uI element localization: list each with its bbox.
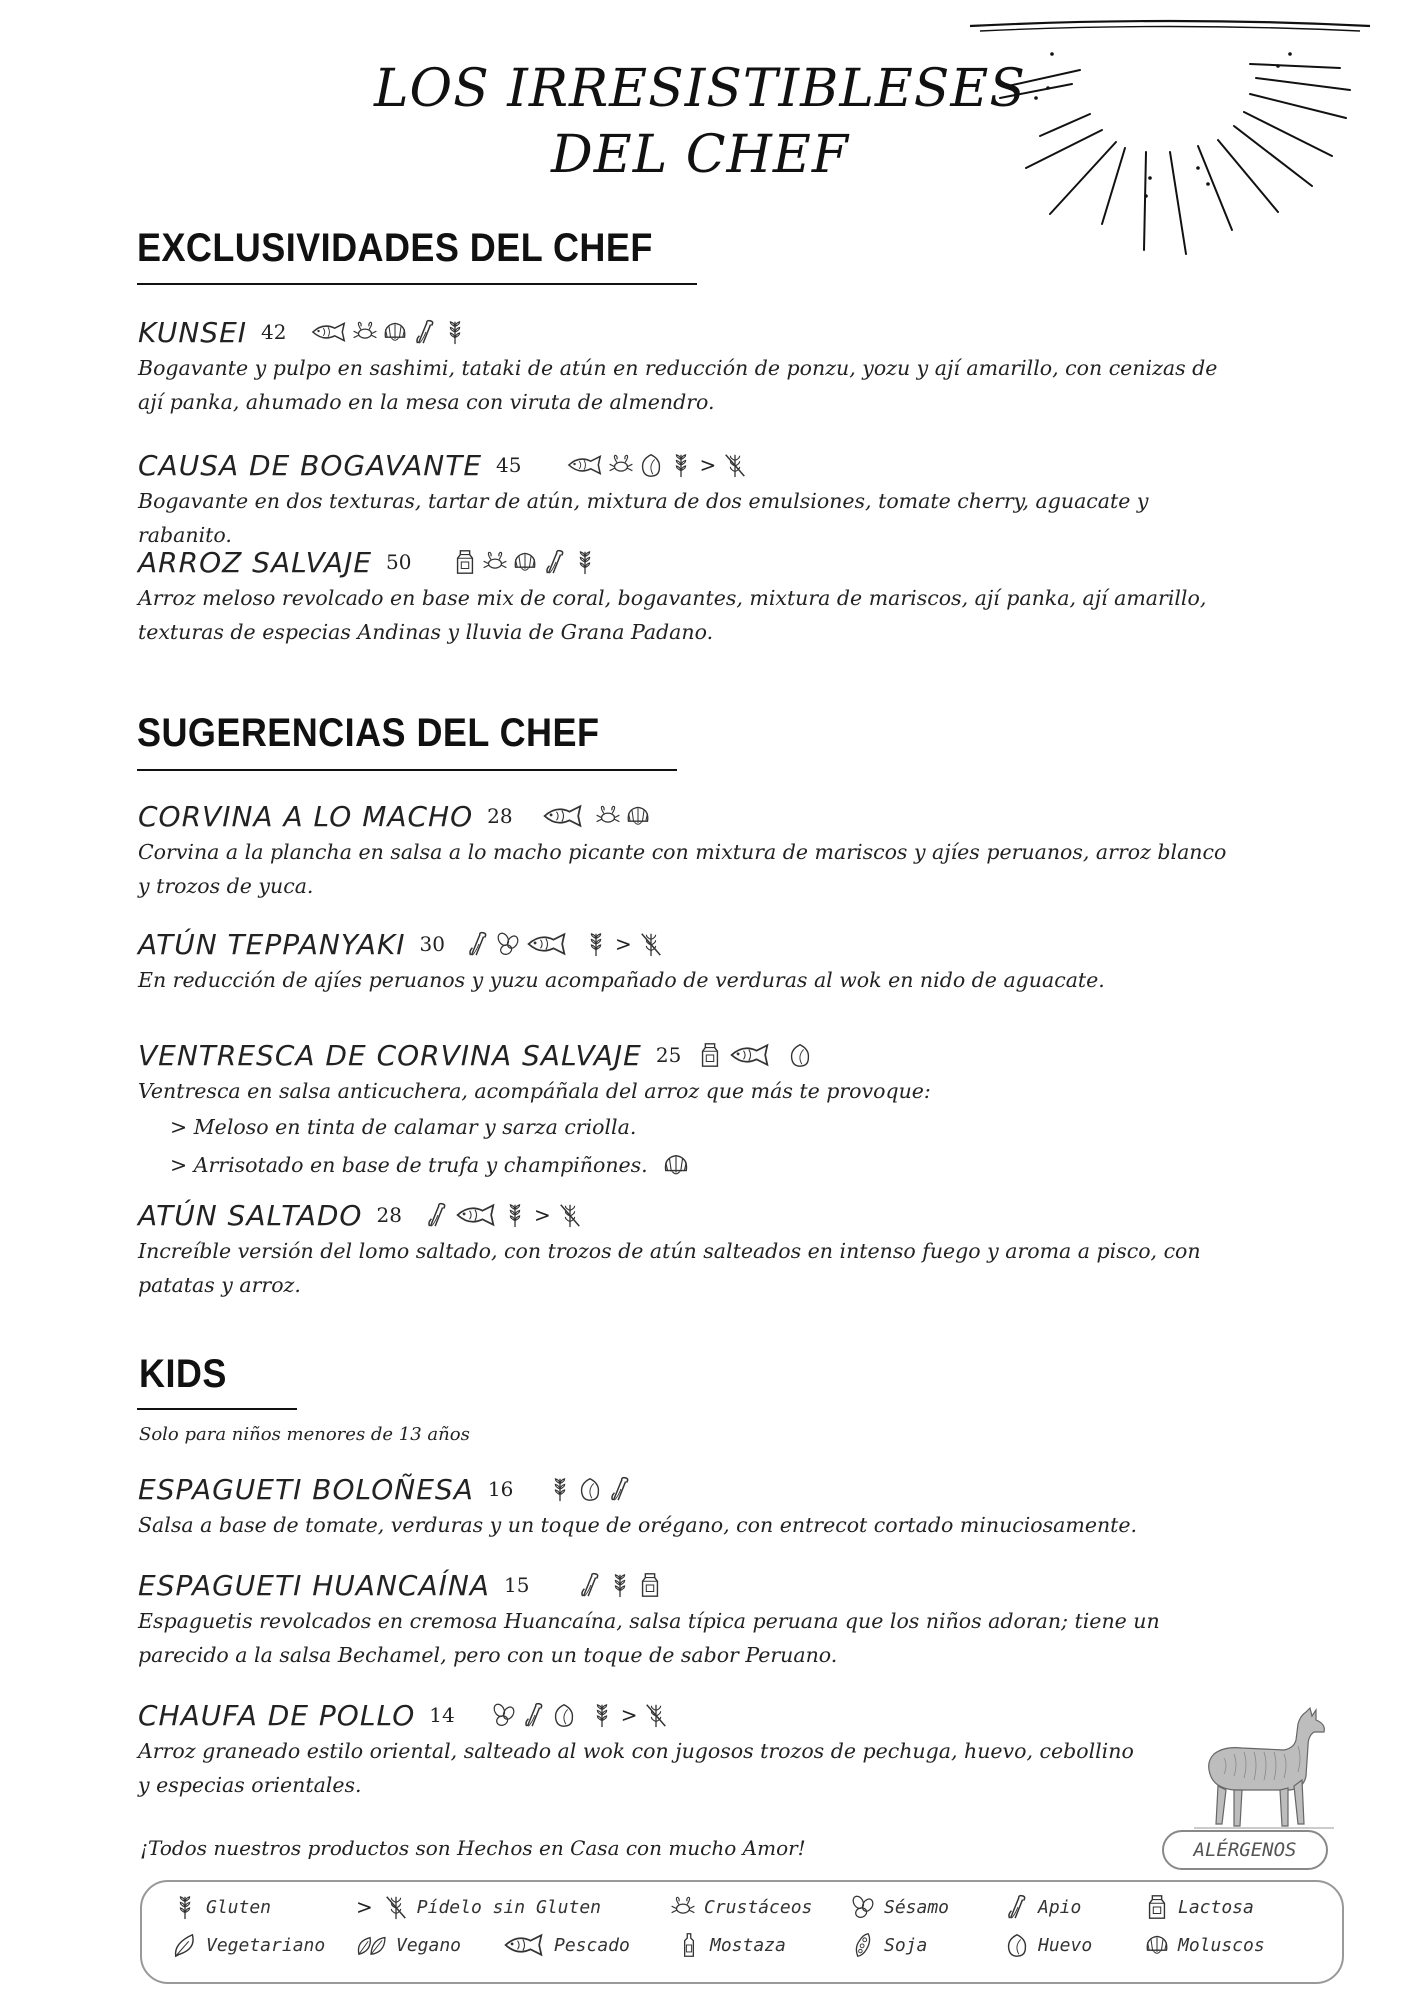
gluten-free-marker: > — [533, 1203, 551, 1227]
shell-icon — [512, 549, 538, 575]
shell-icon — [625, 803, 651, 829]
allergen-legend — [140, 1880, 1344, 1984]
legend-label: Vegano — [396, 1934, 462, 1956]
kids-age-note: Solo para niños menores de 13 años — [139, 1424, 470, 1445]
legend-label: Pescado — [554, 1934, 630, 1956]
dish-atun-saltado — [138, 1196, 1228, 1302]
legend-item-gluten — [172, 1894, 271, 1920]
crab-icon — [352, 319, 378, 345]
dish-name: CAUSA DE BOGAVANTE — [138, 448, 483, 482]
wheat-icon — [589, 1702, 615, 1728]
fish-icon — [566, 452, 604, 478]
legend-label: Crustáceos — [704, 1896, 813, 1918]
legend-item-vegan — [354, 1932, 461, 1958]
fish-icon — [727, 1042, 773, 1068]
dish-description: Salsa a base de tomate, verduras y un toque de orégano, con entrecot cortado minuciosamente. — [138, 1513, 1138, 1537]
legend-item-celery — [1004, 1894, 1081, 1920]
wheat-crossed-icon — [383, 1894, 409, 1920]
dish-price: 25 — [655, 1043, 682, 1067]
milk-icon — [697, 1042, 723, 1068]
dish-name: ATÚN SALTADO — [138, 1198, 363, 1232]
legend-label: Soja — [884, 1934, 928, 1956]
title-line-2: DEL CHEF — [551, 125, 849, 185]
egg-icon — [551, 1702, 577, 1728]
footer-tagline: ¡Todos nuestros productos son Hechos en Casa con mucho Amor! — [140, 1836, 806, 1860]
dish-description: Ventresca en salsa anticuchera, acompáñala del arroz que más te provoque: — [138, 1079, 931, 1103]
dish-description: Corvina a la plancha en salsa a lo macho picante con mixtura de mariscos y ajíes peruanos, arroz blanco y trozos de yuca. — [138, 840, 1227, 898]
shell-icon — [1144, 1932, 1170, 1958]
celery-icon — [607, 1476, 633, 1502]
allergen-icons — [697, 1042, 813, 1068]
celery-icon — [577, 1572, 603, 1598]
shell-icon — [382, 319, 408, 345]
legend-label: Apio — [1038, 1896, 1082, 1918]
legend-item-mustard — [676, 1932, 786, 1958]
celery-icon — [521, 1702, 547, 1728]
gluten-free-marker: > — [356, 1895, 373, 1919]
crab-icon — [595, 803, 621, 829]
dish-causa-de-bogavante — [138, 446, 1228, 552]
dish-name: ARROZ SALVAJE — [138, 545, 373, 579]
dish-description: Espaguetis revolcados en cremosa Huancaína, salsa típica peruana que los niños adoran; tiene un parecido a la salsa Bechamel, pero con un toque de sabor Peruano. — [138, 1609, 1160, 1667]
allergen-icons — [491, 1702, 670, 1728]
section-divider — [137, 283, 697, 285]
dish-price: 42 — [261, 320, 287, 344]
legend-item-vegetarian — [172, 1932, 325, 1958]
crab-icon — [608, 452, 634, 478]
dish-name: ESPAGUETI HUANCAÍNA — [138, 1568, 490, 1602]
fish-icon — [541, 803, 585, 829]
dish-espagueti-bolonesa — [138, 1470, 1228, 1542]
egg-icon — [787, 1042, 813, 1068]
legend-label: Pídelo sin Gluten — [416, 1896, 601, 1918]
legend-item-sesame — [850, 1894, 949, 1920]
fish-icon — [525, 931, 569, 957]
leaves-icon — [354, 1932, 388, 1958]
section-title-suggestions: SUGERENCIAS DEL CHEF — [137, 711, 600, 755]
dish-description: Bogavante y pulpo en sashimi, tataki de atún en reducción de ponzu, yozu y ají amarillo, con cenizas de ají panka, ahumado en la mesa con viruta de almendro. — [138, 356, 1218, 414]
wheat-icon — [172, 1894, 198, 1920]
milk-icon — [1144, 1894, 1170, 1920]
legend-label: Vegetariano — [206, 1934, 326, 1956]
section-divider — [137, 1408, 297, 1410]
dish-espagueti-huancaina — [138, 1566, 1228, 1672]
legend-label: Moluscos — [1178, 1934, 1265, 1956]
milk-icon — [452, 549, 478, 575]
gluten-free-marker: > — [699, 453, 717, 477]
wheat-crossed-icon — [722, 452, 748, 478]
wheat-icon — [583, 931, 609, 957]
dish-name: KUNSEI — [138, 315, 248, 349]
mustard-icon — [676, 1932, 702, 1958]
leaf-icon — [172, 1932, 198, 1958]
legend-label: Mostaza — [710, 1934, 786, 1956]
dish-option-row — [138, 1146, 1228, 1184]
wheat-icon — [502, 1202, 528, 1228]
fish-icon — [502, 1932, 546, 1958]
section-title-kids: KIDS — [139, 1352, 227, 1396]
section-title-exclusive: EXCLUSIVIDADES DEL CHEF — [137, 226, 653, 270]
dish-name: ATÚN TEPPANYAKI — [138, 927, 406, 961]
allergen-icons — [566, 452, 749, 478]
dish-price: 45 — [496, 453, 522, 477]
egg-icon — [638, 452, 664, 478]
dish-corvina-a-lo-macho — [138, 797, 1228, 903]
wheat-icon — [547, 1476, 573, 1502]
dish-description: Increíble versión del lomo saltado, con trozos de atún salteados en intenso fuego y aroma a pisco, con patatas y arroz. — [138, 1239, 1201, 1297]
legend-item-gluten-free — [354, 1894, 601, 1920]
allergen-icons — [465, 931, 664, 957]
dish-name: CHAUFA DE POLLO — [138, 1698, 416, 1732]
wheat-icon — [442, 319, 468, 345]
dish-name: CORVINA A LO MACHO — [138, 799, 474, 833]
legend-item-crustaceans — [670, 1894, 812, 1920]
section-divider — [137, 769, 677, 771]
dish-price: 30 — [419, 932, 445, 956]
wheat-crossed-icon — [557, 1202, 583, 1228]
dish-description: En reducción de ajíes peruanos y yuzu acompañado de verduras al wok en nido de aguacate. — [138, 968, 1105, 992]
dish-option: > Arrisotado en base de trufa y champiñones. — [170, 1153, 648, 1177]
wheat-crossed-icon — [638, 931, 664, 957]
wheat-icon — [607, 1572, 633, 1598]
gluten-free-marker: > — [615, 932, 632, 956]
legend-label: Huevo — [1038, 1934, 1093, 1956]
dish-price: 14 — [429, 1703, 455, 1727]
celery-icon — [1004, 1894, 1030, 1920]
sesame-icon — [491, 1702, 517, 1728]
dish-price: 16 — [487, 1477, 514, 1501]
celery-icon — [424, 1202, 450, 1228]
wheat-icon — [668, 452, 694, 478]
allergen-icons — [310, 319, 468, 345]
dish-description: Arroz meloso revolcado en base mix de coral, bogavantes, mixtura de mariscos, ají panka, ají amarillo, texturas de especias Andinas y lluvia de Grana Padano. — [138, 586, 1207, 644]
legend-label: Sésamo — [884, 1896, 950, 1918]
allergen-icons — [452, 549, 598, 575]
dish-atun-teppanyaki — [138, 925, 1228, 997]
milk-icon — [637, 1572, 663, 1598]
llama-illustration — [1194, 1706, 1334, 1832]
sesame-icon — [850, 1894, 876, 1920]
fish-icon — [310, 319, 348, 345]
dish-arroz-salvaje — [138, 543, 1228, 649]
crab-icon — [482, 549, 508, 575]
gluten-free-marker: > — [620, 1703, 638, 1727]
dish-description: Bogavante en dos texturas, tartar de atún, mixtura de dos emulsiones, tomate cherry, aguacate y rabanito. — [138, 489, 1149, 547]
wheat-icon — [572, 549, 598, 575]
legend-item-egg — [1004, 1932, 1092, 1958]
dish-name: VENTRESCA DE CORVINA SALVAJE — [138, 1038, 642, 1072]
allergen-icons — [547, 1476, 633, 1502]
dish-price: 28 — [376, 1203, 402, 1227]
egg-icon — [1004, 1932, 1030, 1958]
dish-ventresca-de-corvina-salvaje — [138, 1036, 1228, 1184]
celery-icon — [465, 931, 491, 957]
legend-item-fish — [502, 1932, 630, 1958]
celery-icon — [412, 319, 438, 345]
dish-kunsei — [138, 313, 1228, 419]
dish-price: 15 — [503, 1573, 530, 1597]
crab-icon — [670, 1894, 696, 1920]
dish-option: > Meloso en tinta de calamar y sarza criolla. — [170, 1115, 637, 1139]
soy-icon — [850, 1932, 876, 1958]
legend-item-soy — [850, 1932, 927, 1958]
sesame-icon — [495, 931, 521, 957]
dish-price: 28 — [487, 804, 513, 828]
allergen-icons — [541, 803, 651, 829]
dish-price: 50 — [386, 550, 412, 574]
dish-name: ESPAGUETI BOLOÑESA — [138, 1472, 474, 1506]
allergens-badge: ALÉRGENOS — [1162, 1830, 1328, 1870]
legend-item-lactose — [1144, 1894, 1254, 1920]
title-line-1: LOS IRRESISTIBLESES — [373, 59, 1027, 119]
dish-chaufa-de-pollo — [138, 1696, 1138, 1802]
legend-item-molluscs — [1144, 1932, 1265, 1958]
sun-rays-decoration — [960, 18, 1380, 258]
allergen-icons — [577, 1572, 663, 1598]
legend-label: Gluten — [206, 1896, 272, 1918]
legend-label: Lactosa — [1178, 1896, 1254, 1918]
celery-icon — [542, 549, 568, 575]
fish-icon — [454, 1202, 498, 1228]
wheat-crossed-icon — [643, 1702, 669, 1728]
egg-icon — [577, 1476, 603, 1502]
dish-description: Arroz graneado estilo oriental, salteado al wok con jugosos trozos de pechuga, huevo, cebollino y especias orientales. — [138, 1739, 1134, 1797]
shell-icon — [662, 1151, 690, 1179]
allergen-icons — [424, 1202, 583, 1228]
